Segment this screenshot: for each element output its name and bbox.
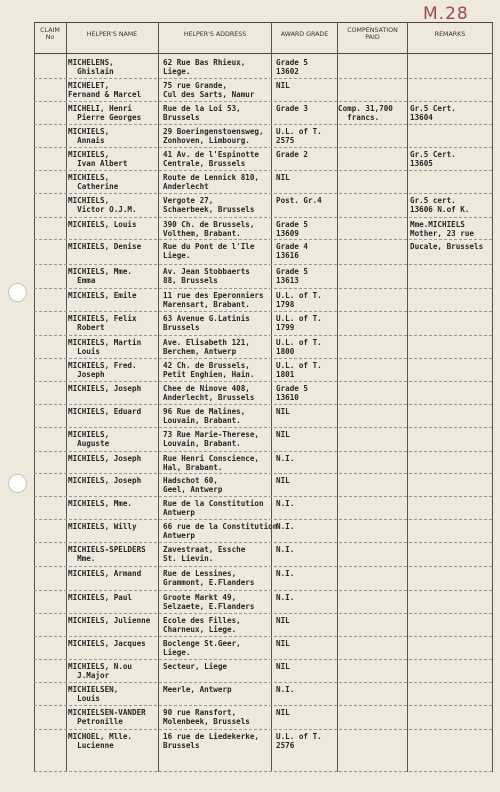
cell-name: MICHIELS, Victor O.J.M. (68, 196, 137, 214)
cell-grade: Post. Gr.4 (276, 196, 322, 205)
table-row (0, 683, 500, 706)
table-row (0, 520, 500, 543)
cell-grade: U.L. of T. 2575 (276, 127, 322, 145)
table-row (0, 614, 500, 637)
cell-name: MICHIELS, Joseph (68, 454, 142, 463)
table-row (0, 102, 500, 125)
table-row (0, 148, 500, 171)
cell-address: Rue de Lessines, Grammont, E.Flanders (163, 569, 255, 587)
cell-name: MICHIELS, Martin Louis (68, 338, 142, 356)
cell-name: MICHIELS, Joseph (68, 476, 142, 485)
row-divider (34, 771, 492, 772)
cell-address: 75 rue Grande, Cul des Sarts, Namur (163, 81, 255, 99)
cell-grade: NIL (276, 476, 290, 485)
cell-grade: Grade 5 13610 (276, 384, 309, 402)
table-row (0, 79, 500, 102)
cell-comp: Comp. 31,700 francs. (338, 104, 393, 122)
table-row (0, 265, 500, 289)
cell-address: Route de Lennick 810, Anderlecht (163, 173, 260, 191)
table-row (0, 125, 500, 148)
cell-grade: N.I. (276, 569, 295, 578)
cell-name: MICHIELS, Mme. (68, 499, 133, 508)
cell-address: Rue du Pont de l'Ile Liege. (163, 242, 255, 260)
cell-grade: Grade 5 13613 (276, 267, 309, 285)
cell-grade: N.I. (276, 454, 295, 463)
cell-grade: N.I. (276, 522, 295, 531)
table-row (0, 660, 500, 683)
cell-name: MICHIELS, Auguste (68, 430, 110, 448)
table-row (0, 474, 500, 497)
table-row (0, 452, 500, 474)
cell-grade: NIL (276, 173, 290, 182)
cell-address: Ecole des Filles, Charneux, Liege. (163, 616, 241, 634)
table-row (0, 497, 500, 520)
cell-grade: NIL (276, 616, 290, 625)
cell-grade: N.I. (276, 593, 295, 602)
table-row (0, 171, 500, 194)
cell-name: MICHIELS, Catherine (68, 173, 119, 191)
cell-name: MICHIELS, Julienne (68, 616, 151, 625)
cell-grade: Grade 5 13602 (276, 58, 309, 76)
cell-name: MICHOEL, Mlle. Lucienne (68, 732, 133, 750)
header-top-rule (34, 22, 492, 23)
cell-grade: NIL (276, 662, 290, 671)
header-bottom-rule (34, 53, 492, 54)
cell-address: Rue de la Constitution Antwerp (163, 499, 264, 517)
cell-address: Ave. Elisabeth 121, Berchem, Antwerp (163, 338, 250, 356)
cell-name: MICHIELS, Denise (68, 242, 142, 251)
cell-name: MICHIELS, Eduard (68, 407, 142, 416)
table-row (0, 706, 500, 730)
table-row (0, 730, 500, 772)
cell-remarks: Gr.5 Cert. 13605 (410, 150, 456, 168)
table-row (0, 312, 500, 336)
cell-name: MICHIELSEN-VANDER Petronille (68, 708, 146, 726)
cell-grade: U.L. of T. 1801 (276, 361, 322, 379)
cell-address: Rue de la Loi 53, Brussels (163, 104, 241, 122)
cell-address: Meerle, Antwerp (163, 685, 232, 694)
cell-grade: Grade 4 13616 (276, 242, 309, 260)
cell-name: MICHIELS, Annais (68, 127, 110, 145)
cell-address: 11 rue des Eperonniers Marensart, Brabant. (163, 291, 264, 309)
cell-address: 390 Ch. de Brussels, Volthem, Brabant. (163, 220, 255, 238)
header-claim: CLAIM No (40, 27, 60, 41)
cell-grade: NIL (276, 708, 290, 717)
table-row (0, 194, 500, 218)
cell-grade: N.I. (276, 545, 295, 554)
cell-address: 42 Ch. de Brussels, Petit Enghien, Hain. (163, 361, 255, 379)
cell-grade: NIL (276, 639, 290, 648)
cell-name: MICHELENS, Ghislain (68, 58, 114, 76)
cell-grade: Grade 3 (276, 104, 309, 113)
cell-grade: N.I. (276, 499, 295, 508)
cell-grade: U.L. of T. 1799 (276, 314, 322, 332)
cell-name: MICHIELS, Emile (68, 291, 137, 300)
cell-name: MICHELET, Fernand & Marcel (68, 81, 142, 99)
cell-name: MICHIELS, N.ou J.Major (68, 662, 133, 680)
header-address: HELPER'S ADDRESS (183, 31, 247, 38)
cell-address: Av. Jean Stobbaerts 88, Brussels (163, 267, 250, 285)
cell-grade: Grade 5 13609 (276, 220, 309, 238)
cell-address: Secteur, Liege (163, 662, 228, 671)
cell-grade: NIL (276, 430, 290, 439)
cell-address: 90 rue Ransfort, Molenbeek, Brussels (163, 708, 250, 726)
header-compensation: COMPENSATION PAID (347, 27, 398, 41)
cell-name: MICHELI, Henri Pierre Georges (68, 104, 142, 122)
cell-address: Groote Markt 49, Selzaete, E.Flanders (163, 593, 255, 611)
cell-grade: U.L. of T. 2576 (276, 732, 322, 750)
cell-address: Zavestraat, Essche St. Lievin. (163, 545, 246, 563)
header-name: HELPER'S NAME (86, 31, 138, 38)
cell-remarks: Ducale, Brussels (410, 242, 484, 251)
cell-name: MICHIELS, Ivan Albert (68, 150, 128, 168)
cell-remarks: Gr.5 Cert. 13604 (410, 104, 456, 122)
cell-name: MICHIELS, Joseph (68, 384, 142, 393)
cell-name: MICHIELS, Louis (68, 220, 137, 229)
cell-name: MICHIELSEN, Louis (68, 685, 119, 703)
table-row (0, 428, 500, 452)
table-row (0, 359, 500, 382)
cell-address: Hadschot 60, Geel, Antwerp (163, 476, 223, 494)
cell-grade: Grade 2 (276, 150, 309, 159)
cell-address: 62 Rue Bas Rhieux, Liege. (163, 58, 246, 76)
cell-name: MICHIELS, Felix Robert (68, 314, 137, 332)
table-row (0, 567, 500, 591)
cell-address: Vergote 27, Schaerbeek, Brussels (163, 196, 255, 214)
header-remarks: REMARKS (434, 31, 466, 38)
file-reference: M.28 (423, 4, 469, 24)
table-row (0, 218, 500, 240)
cell-name: MICHIELS-SPELDERS Mme. (68, 545, 146, 563)
cell-remarks: Mme.MICHIELS Mother, 23 rue (410, 220, 475, 238)
cell-address: 41 Av. de l'Espinotte Centrale, Brussels (163, 150, 260, 168)
table-row (0, 405, 500, 428)
cell-grade: U.L. of T. 1800 (276, 338, 322, 356)
table-row (0, 382, 500, 405)
cell-remarks: Gr.5 cert. 13606 N.of K. (410, 196, 470, 214)
cell-grade: U.L. of T. 1798 (276, 291, 322, 309)
table-row (0, 289, 500, 312)
cell-name: MICHIELS, Paul (68, 593, 133, 602)
cell-name: MICHIELS, Jacques (68, 639, 146, 648)
cell-grade: N.I. (276, 685, 295, 694)
cell-address: 63 Avenue G.Latinis Brussels (163, 314, 250, 332)
table-row (0, 637, 500, 660)
cell-address: Boclenge St.Geer, Liege. (163, 639, 241, 657)
cell-grade: NIL (276, 81, 290, 90)
table-row (0, 336, 500, 359)
cell-address: 16 rue de Liedekerke, Brussels (163, 732, 260, 750)
cell-name: MICHIELS, Willy (68, 522, 137, 531)
header-grade: AWARD GRADE (280, 31, 329, 38)
cell-address: 73 Rue Marie-Therese, Louvain, Brabant. (163, 430, 260, 448)
cell-address: 66 rue de la Constitution Antwerp (163, 522, 278, 540)
cell-address: 29 Boeringenstoensweg, Zonhoven, Limbourg. (163, 127, 264, 145)
cell-address: Chee de Ninove 408, Anderlecht, Brussels (163, 384, 255, 402)
cell-grade: NIL (276, 407, 290, 416)
cell-name: MICHIELS, Armand (68, 569, 142, 578)
table-row (0, 240, 500, 265)
cell-address: Rue Henri Conscience, Hal, Brabant. (163, 454, 260, 472)
table-row (0, 56, 500, 79)
table-row (0, 543, 500, 567)
table-row (0, 591, 500, 614)
cell-name: MICHIELS, Mme. Emma (68, 267, 133, 285)
cell-name: MICHIELS, Fred. Joseph (68, 361, 137, 379)
cell-address: 96 Rue de Malines, Louvain, Brabant. (163, 407, 246, 425)
